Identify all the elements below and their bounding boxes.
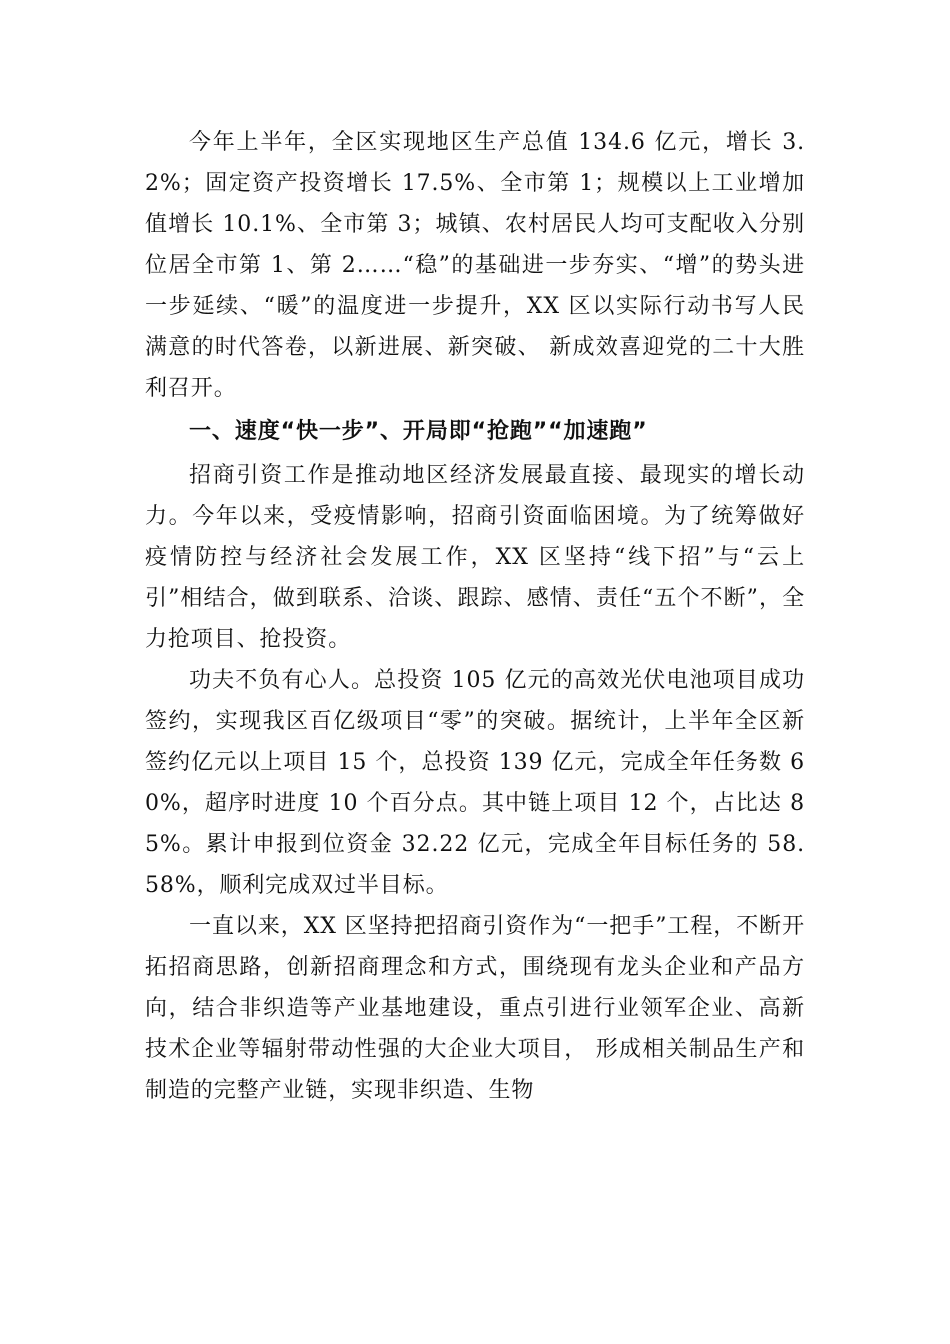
paragraph-intro: 今年上半年，全区实现地区生产总值 134.6 亿元，增长 3.2%；固定资产投资增长 17.5%、全市第 1；规模以上工业增加值增长 10.1%、全市第 3；城镇、农村居民人均可支配收入分别位居全市第 1、第 2……“稳”的基础进一步夯实、“增”的势头进一步延续、“暖”的温度进一步提升，XX 区以实际行动书写人民满意的时代答卷，以新进展、新突破、 新成效喜迎党的二十大胜利召开。	[145, 130, 805, 401]
paragraph-results: 功夫不负有心人。总投资 105 亿元的高效光伏电池项目成功签约，实现我区百亿级项目“零”的突破。据统计，上半年全区新签约亿元以上项目 15 个，总投资 139 亿元，完成全年任务数 60%，超序时进度 10 个百分点。其中链上项目 12 个，占比达 85%。累计申报到位资金 32.22 亿元，完成全年目标任务的 58.58%，顺利完成双过半目标。	[145, 668, 805, 898]
paragraph-investment: 招商引资工作是推动地区经济发展最直接、最现实的增长动力。今年以来，受疫情影响，招商引资面临困境。为了统筹做好疫情防控与经济社会发展工作，XX 区坚持“线下招”与“云上引”相结合，做到联系、洽谈、跟踪、感情、责任“五个不断”，全力抢项目、抢投资。	[145, 463, 805, 652]
document-body	[145, 122, 805, 1111]
paragraph-strategy: 一直以来，XX 区坚持把招商引资作为“一把手”工程，不断开拓招商思路，创新招商理念和方式，围绕现有龙头企业和产品方向，结合非织造等产业基地建设，重点引进行业领军企业、高新技术企业等辐射带动性强的大企业大项目， 形成相关制品生产和制造的完整产业链，实现非织造、生物	[145, 914, 805, 1103]
section-heading: 一、速度“快一步”、开局即“抢跑”“加速跑”	[189, 419, 648, 444]
